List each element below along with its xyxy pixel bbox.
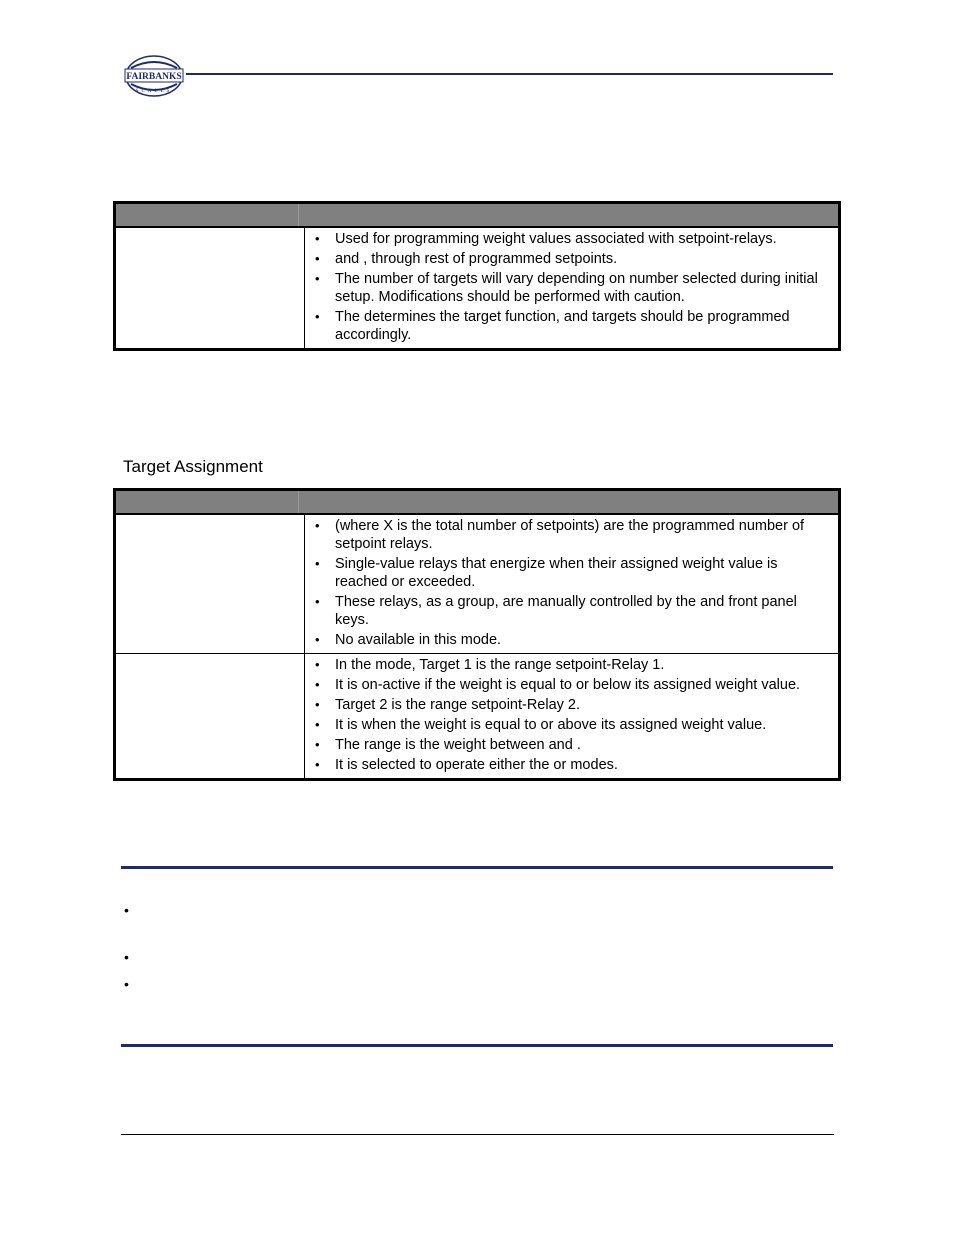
table-cell-description <box>305 228 838 348</box>
list-item: • It is when the weight is equal to or above its assigned weight value. <box>305 716 832 734</box>
list-item: • In the mode, Target 1 is the range setpoint-Relay 1. <box>305 656 832 674</box>
list-item: • The determines the target function, and targets should be programmed accordingly. <box>305 308 832 344</box>
list-item: • No available in this mode. <box>305 631 832 649</box>
fairbanks-logo <box>123 54 185 98</box>
list-item: • (where X is the total number of setpoints) are the programmed number of setpoint relays. <box>305 517 832 553</box>
table-header <box>116 491 838 515</box>
list-item: • It is selected to operate either the or modes. <box>305 756 832 774</box>
table-cell-description <box>305 515 838 653</box>
table-row <box>116 515 838 653</box>
table-cell-label <box>116 515 305 653</box>
list-item: • The range is the weight between and . <box>305 736 832 754</box>
note-bullet: • <box>124 976 129 992</box>
table-cell-label <box>116 228 305 348</box>
list-item: • The number of targets will vary depending on number selected during initial setup. Modifications should be performed with caution. <box>305 270 832 306</box>
target-assignment-table <box>113 488 841 781</box>
list-item: • Target 2 is the range setpoint-Relay 2. <box>305 696 832 714</box>
list-item: • Used for programming weight values associated with setpoint-relays. <box>305 230 832 248</box>
footer-rule <box>121 1134 834 1135</box>
table-cell-label <box>116 654 305 778</box>
section-title: Target Assignment <box>123 457 263 476</box>
note-bottom-rule <box>121 1044 833 1047</box>
table-cell-description <box>305 654 838 778</box>
list-item: • It is on-active if the weight is equal to or below its assigned weight value. <box>305 676 832 694</box>
note-bullet: • <box>124 902 129 918</box>
list-item: • and , through rest of programmed setpoints. <box>305 250 832 268</box>
table-header <box>116 204 838 228</box>
svg-text:SCALES: SCALES <box>135 89 173 94</box>
note-top-rule <box>121 866 833 869</box>
list-item: • These relays, as a group, are manually controlled by the and front panel keys. <box>305 593 832 629</box>
table-row <box>116 228 838 348</box>
svg-text:FAIRBANKS: FAIRBANKS <box>126 72 182 82</box>
note-bullet: • <box>124 949 129 965</box>
list-item: • Single-value relays that energize when their assigned weight value is reached or exceeded. <box>305 555 832 591</box>
header-rule <box>186 73 833 75</box>
table-row <box>116 653 838 778</box>
targets-table <box>113 201 841 351</box>
